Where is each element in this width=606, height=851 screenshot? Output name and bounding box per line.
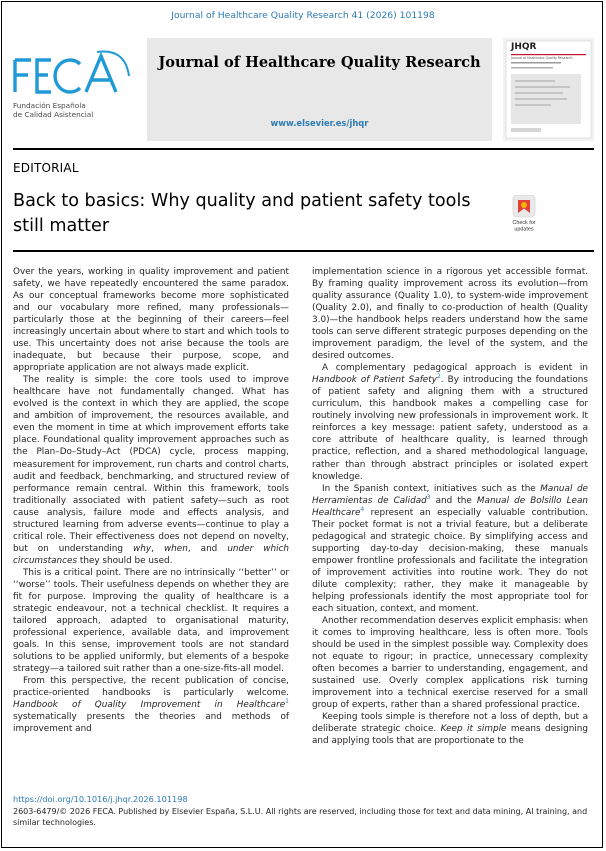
reference-link[interactable]: 1: [285, 698, 289, 706]
paragraph: implementation science in a rigorous yet accessible format. By framing quality improvement across its evolution—from quality assurance (Quality 1.0), to system-wide improvement (Quality 2.0), and finally to co-production of health (Quality 3.0)—the handbook helps readers understand how the same tools can serve different strategic purposes depending on the improvement paradigm, the level of the system, and the desired outcomes.: [312, 267, 588, 362]
feca-subtitle: [13, 101, 93, 119]
copyright-notice: 2603-6479/© 2026 FECA. Published by Elsevier España, S.L.U. All rights are reserved, including those for text and data mining, AI training, and similar technologies.: [13, 807, 588, 827]
article-title: Back to basics: Why quality and patient safety tools still matter: [13, 191, 471, 236]
paragraph: Keeping tools simple is therefore not a loss of depth, but a deliberate strategic choice. Keep it simple means designing and applying tools that are proportionate to the: [312, 712, 589, 747]
section-label: EDITORIAL: [13, 161, 79, 175]
paragraph: The reality is simple: the core tools used to improve healthcare have not fundamentally changed. What has evolved is the context in which they are applied, the scope and ambition of improvement, the resources available, and even the moment in time at which improvement efforts take place. Foundational quality improvement approaches such as the Plan–Do–Study–Act (PDCA) cycle, process mapping, measurement for improvement, run charts and control charts, audit and feedback, benchmarking, and structured review of performance remain central. Within this framework, tools traditionally associated with patient safety—such as root cause analysis, failure mode and effects analysis, and structured learning from adverse events—continue to play a critical role. Their effectiveness does not depend on novelty, but on understanding why, when, and under which circumstances they should be used.: [13, 375, 289, 566]
journal-title: Journal of Healthcare Quality Research: [158, 54, 481, 71]
running-head[interactable]: Journal of Healthcare Quality Research 41 (2026) 101198: [171, 10, 435, 21]
body-column-right: [312, 266, 588, 747]
body-column-left: [13, 266, 289, 735]
paragraph: A complementary pedagogical approach is evident in Handbook of Patient Safety$^2$. By introducing the foundations of patient safety and aligning them with a structured curriculum, this handbook makes a compelling case for routinely involving new professionals in improvement work. It reinforces a key message: patient safety, understood as a core attribute of healthcare quality, is learned through practice, reflection, and a shared methodological language, rather than through abstract principles or isolated expert knowledge.: [312, 363, 588, 482]
paragraph: In the Spanish context, initiatives such as the Manual de Herramientas de Calidad$^3$ and the Manual de Bolsillo Lean Healthcare$^4$ represent an especially valuable contribution. Their pocket format is not a trivial feature, but a deliberate pedagogical and strategic choice. By simplifying access and supporting day-to-day decision-making, these manuals empower frontline professionals and facilitate the integration of improvement activities into routine work. They do not dilute complexity; rather, they make it manageable by helping professionals identify the most appropriate tool for each situation, context, and moment.: [312, 483, 588, 614]
journal-url[interactable]: www.elsevier.es/jhqr: [270, 118, 369, 128]
cover-abbrev: JHQR: [511, 42, 537, 52]
journal-banner: [147, 38, 492, 141]
cover-image: [503, 38, 594, 141]
reference-link[interactable]: 4: [360, 505, 365, 513]
paragraph: Another recommendation deserves explicit emphasis: when it comes to improving healthcare, less is often more. Tools should be used in the simplest possible way. Complexity does not equate to rigour; in practice, unnecessary complexity often becomes a barrier to understanding, engagement, and sustained use. Overly complex applications risk turning improvement into a technical exercise reserved for a small group of experts, rather than a shared professional practice.: [312, 615, 588, 711]
title-rule: [13, 250, 594, 252]
cover-title: Journal of Healthcare Quality Research: [511, 56, 573, 60]
header-rule: [13, 148, 594, 150]
feca-subtitle-line1: Fundación Española: [13, 101, 86, 110]
reference-link[interactable]: 2: [436, 373, 441, 381]
check-for-updates-badge[interactable]: [502, 195, 546, 233]
doi-link[interactable]: https://doi.org/10.1016/j.jhqr.2026.101198: [13, 794, 188, 804]
journal-cover[interactable]: [503, 38, 594, 141]
badge-text-line1: Check for: [512, 220, 536, 226]
feca-subtitle-line2: de Calidad Asistencial: [13, 110, 94, 119]
reference-link[interactable]: 3: [426, 493, 431, 501]
feca-logo: [13, 48, 133, 133]
paragraph: From this perspective, the recent publication of concise, practice-oriented handbooks is particularly welcome. Handbook of Quality Improvement in Healthcare$^1$ systematically presents the theories and methods of improvement and: [13, 676, 289, 735]
paragraph: This is a critical point. There are no intrinsically ‘‘better’’ or ‘‘worse’’ tools. Their usefulness depends on whether they are fit for purpose. Improving the quality of healthcare is a strategic endeavour, not a technical checklist. It requires a tailored approach, adapted to organisational maturity, professional experience, available data, and improvement goals. In this sense, improvement tools are not standard solutions to be applied uniformly, but elements of a bespoke strategy—a tailored suit rather than a one-size-fits-all model.: [13, 567, 289, 675]
badge-text-line2: updates: [514, 226, 534, 233]
paragraph: Over the years, working in quality improvement and patient safety, we have repeatedly encountered the same paradox. As our conceptual frameworks become more sophisticated and our vocabulary more refined, many professionals—particularly those at the beginning of their careers—feel increasingly uncertain about where to start and which tools to use. This uncertainty does not arise because the tools are inadequate, but because their purpose, scope, and appropriate application are not always made explicit.: [13, 267, 289, 374]
